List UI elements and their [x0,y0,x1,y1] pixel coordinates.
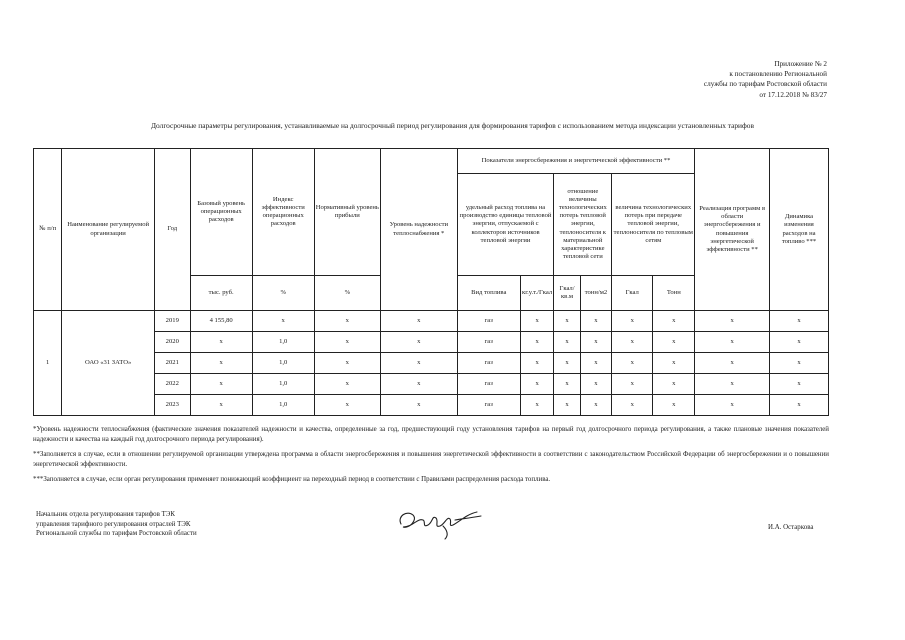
cell-fuel: газ [457,332,520,353]
cell-gkal: х [612,374,653,395]
cell-index: 1,0 [252,332,314,353]
signer-position [36,510,197,539]
cell-index: х [252,311,314,332]
header-profit: Нормативный уровень прибыли [314,149,380,276]
cell-ton: х [653,332,695,353]
cell-ton-m2: х [580,395,612,416]
cell-index: 1,0 [252,353,314,374]
header-num: № п/п [34,149,62,311]
cell-profit: х [314,395,380,416]
signer-position-line: Региональной службы по тарифам Ростовской области [36,530,197,538]
cell-programs: х [695,353,770,374]
handwritten-signature [395,502,490,542]
parameters-table [33,148,829,416]
unit-index: % [252,276,314,311]
signer-position-line: управления тарифного регулирования отраслей ТЭК [36,520,191,528]
header-fuel-rate: удельный расход топлива на производство единицы тепловой энергии, отпускаемой с коллекторов источников тепловой энергии [457,174,554,276]
cell-profit: х [314,353,380,374]
header-year: Год [154,149,190,311]
cell-kgut: х [520,311,554,332]
unit-gkal: Гкал [612,276,653,311]
cell-gkal-m: х [554,332,580,353]
cell-kgut: х [520,332,554,353]
cell-gkal: х [612,311,653,332]
cell-year: 2022 [154,374,190,395]
header-reliability: Уровень надежности теплоснабжения * [380,149,457,311]
cell-fuel: газ [457,374,520,395]
cell-reliability: х [380,353,457,374]
footnote-fuel-dynamics: ***Заполняется в случае, если орган регулирования применяет понижающий коэффициент на переходный период в соответствии с Правилами распределения расхода топлива. [33,476,551,484]
cell-ton-m2: х [580,374,612,395]
cell-dynamics: х [770,311,829,332]
cell-base: х [190,395,252,416]
cell-year: 2020 [154,332,190,353]
cell-programs: х [695,395,770,416]
cell-base: 4 155,80 [190,311,252,332]
cell-year: 2019 [154,311,190,332]
cell-dynamics: х [770,395,829,416]
header-org: Наименование регулируемой организации [62,149,155,311]
cell-gkal-m: х [554,374,580,395]
unit-ton: Тонн [653,276,695,311]
cell-dynamics: х [770,332,829,353]
cell-year: 2021 [154,353,190,374]
unit-base: тыс. руб. [190,276,252,311]
table-row [34,311,829,332]
signer-position-line: Начальник отдела регулирования тарифов ТЭК [36,511,175,518]
org-name: ОАО «31 ЗАТО» [62,311,155,416]
cell-ton: х [653,311,695,332]
header-index: Индекс эффективности операционных расходов [252,149,314,276]
cell-gkal: х [612,395,653,416]
cell-fuel: газ [457,353,520,374]
header-loss-value: величина технологических потерь при передаче тепловой энергии, теплоносителя по тепловым сетям [612,174,695,276]
cell-reliability: х [380,374,457,395]
appendix-header [704,59,827,100]
cell-reliability: х [380,332,457,353]
cell-gkal-m: х [554,311,580,332]
cell-gkal-m: х [554,395,580,416]
cell-ton: х [653,395,695,416]
cell-profit: х [314,374,380,395]
unit-gkal-m: Гкал/ кв.м [554,276,580,311]
cell-kgut: х [520,374,554,395]
appendix-line: от 17.12.2018 № 83/27 [759,90,827,99]
cell-reliability: х [380,311,457,332]
cell-dynamics: х [770,374,829,395]
cell-profit: х [314,311,380,332]
cell-dynamics: х [770,353,829,374]
cell-profit: х [314,332,380,353]
header-energy-group: Показатели энергосбережения и энергетической эффективности ** [457,149,695,174]
footnote-energy-program: **Заполняется в случае, если в отношении регулируемой организации утверждена программа в области энергосбережения и повышения энергетической эффективности в соответствии с законодательством Российской Федерации об энергосбережении и о повышении энергетической эффективности. [33,451,829,468]
cell-ton-m2: х [580,353,612,374]
cell-ton: х [653,353,695,374]
unit-fuel-type: Вид топлива [457,276,520,311]
org-number: 1 [34,311,62,416]
document-title: Долгосрочные параметры регулирования, устанавливаемые на долгосрочный период регулирования для формирования тарифов с использованием метода индексации установленных тарифов [151,121,754,130]
cell-fuel: газ [457,395,520,416]
cell-programs: х [695,311,770,332]
cell-index: 1,0 [252,395,314,416]
header-base: Базовый уровень операционных расходов [190,149,252,276]
unit-ton-m2: тонн/м2 [580,276,612,311]
cell-ton: х [653,374,695,395]
header-dynamics: Динамика изменения расходов на топливо *** [770,149,829,311]
appendix-line: Приложение № 2 [774,60,827,68]
cell-base: х [190,374,252,395]
cell-programs: х [695,374,770,395]
cell-gkal-m: х [554,353,580,374]
appendix-line: службы по тарифам Ростовской области [703,80,827,89]
cell-gkal: х [612,353,653,374]
footnote-reliability: *Уровень надежности теплоснабжения (фактические значения показателей надежности и качества, определенные за год, предшествующий году установления тарифов на первый год долгосрочного периода регулирования, а также плановые значения показателей надежности и качества на каждый год долгосрочного периода регулирования). [33,426,829,443]
cell-reliability: х [380,395,457,416]
cell-programs: х [695,332,770,353]
cell-base: х [190,332,252,353]
footnotes [33,425,829,491]
cell-fuel: газ [457,311,520,332]
cell-kgut: х [520,395,554,416]
unit-profit: % [314,276,380,311]
cell-base: х [190,353,252,374]
unit-kgut: кг.у.т./Гкал [520,276,554,311]
cell-index: 1,0 [252,374,314,395]
appendix-line: к постановлению Региональной [729,70,827,79]
signer-name: И.А. Остаркова [768,524,814,531]
cell-kgut: х [520,353,554,374]
cell-ton-m2: х [580,332,612,353]
cell-ton-m2: х [580,311,612,332]
header-loss-ratio: отношение величины технологических потерь тепловой энергии, теплоносителя к материальной характеристике тепловой сети [554,174,612,276]
cell-year: 2023 [154,395,190,416]
header-programs: Реализация программ в области энергосбережения и повышения энергетической эффективности ** [695,149,770,311]
cell-gkal: х [612,332,653,353]
